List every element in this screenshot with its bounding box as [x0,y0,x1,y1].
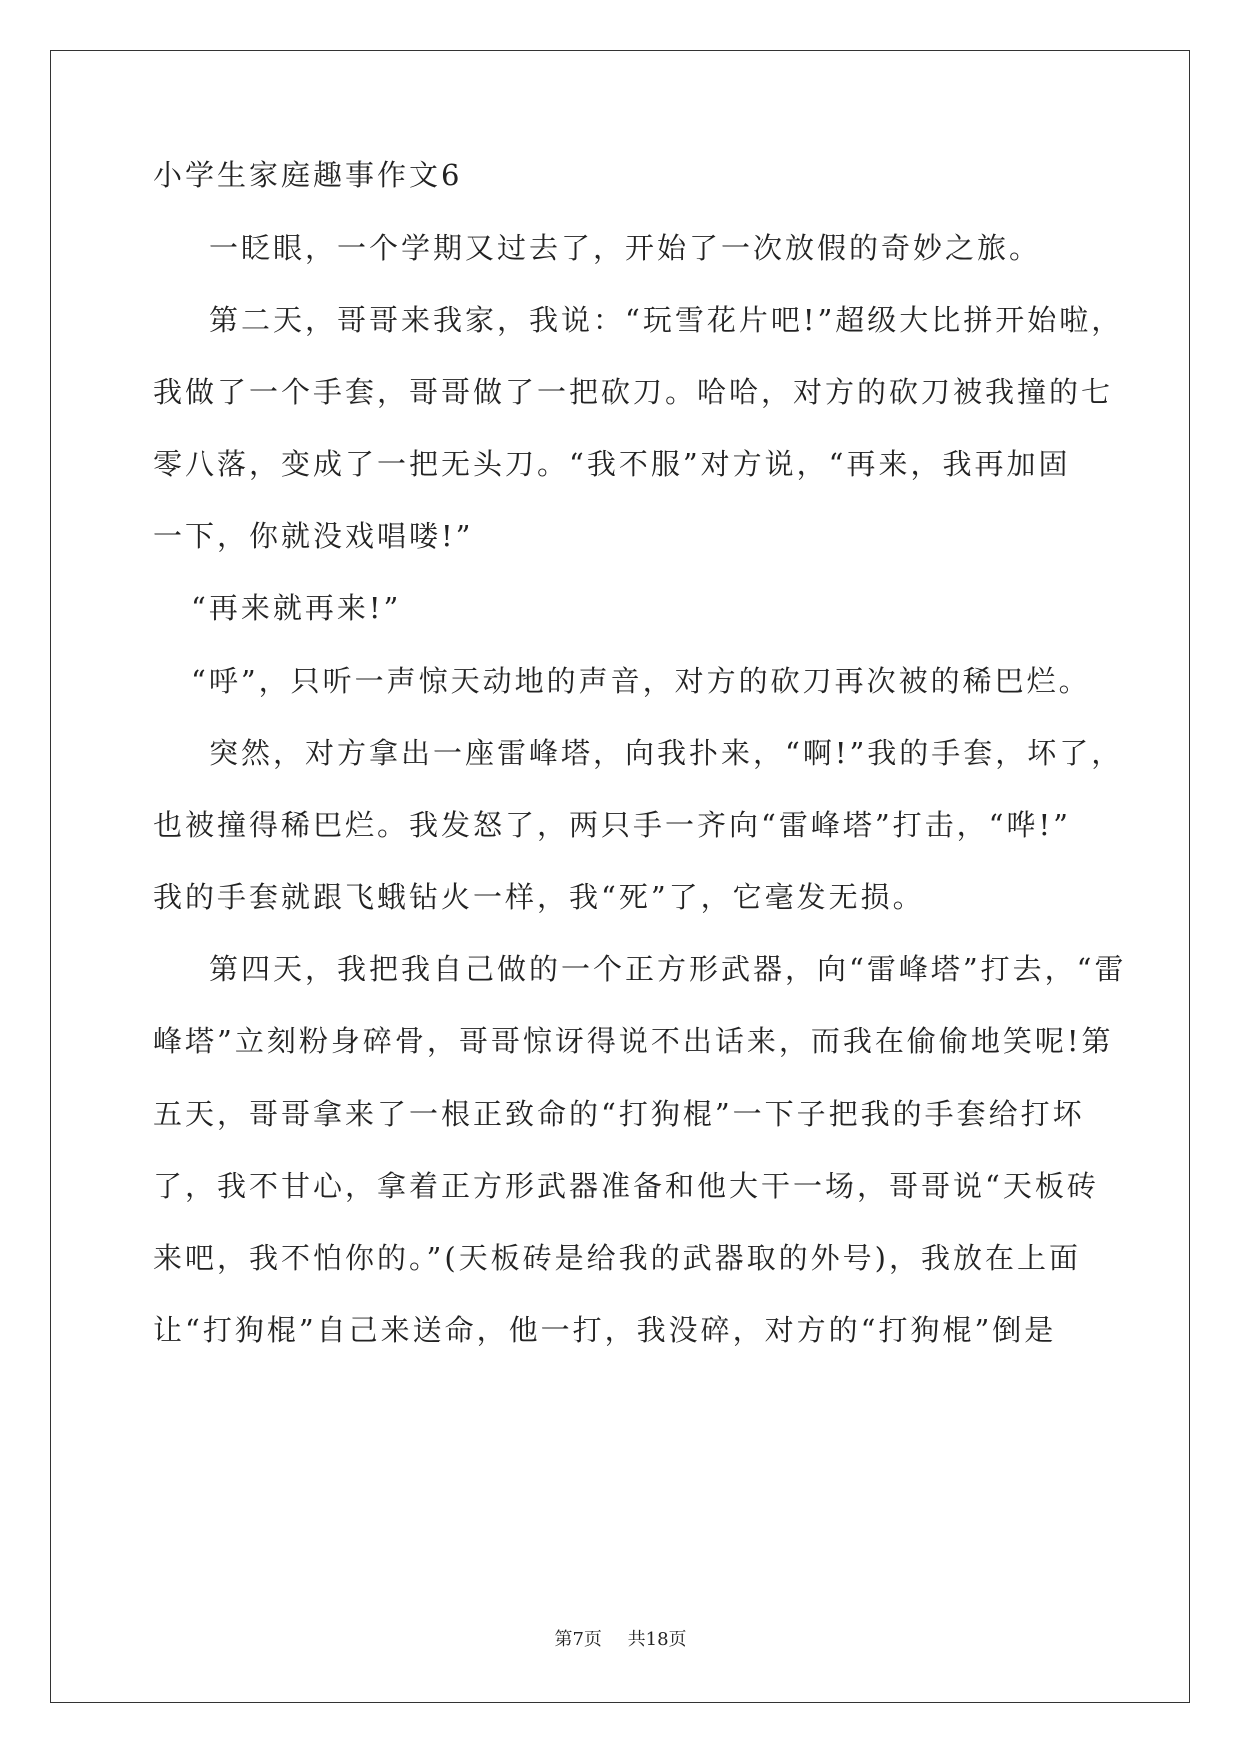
document-title: 小学生家庭趣事作文6 [153,158,463,192]
paragraph-line: 也被撞得稀巴烂。我发怒了，两只手一齐向“雷峰塔”打击，“哗!” [153,808,1071,842]
paragraph-line: 第二天，哥哥来我家，我说：“玩雪花片吧!”超级大比拼开始啦， [209,303,1124,337]
paragraph-line: “呼”，只听一声惊天动地的声音，对方的砍刀再次被的稀巴烂。 [191,664,1091,698]
page-number: 第7页 [554,1629,602,1650]
paragraph-line: 让“打狗棍”自己来送命，他一打，我没碎，对方的“打狗棍”倒是 [153,1313,1057,1347]
paragraph-line: 了，我不甘心，拿着正方形武器准备和他大干一场，哥哥说“天板砖 [153,1169,1099,1203]
page-border [50,50,1190,1703]
paragraph-line: 一下，你就没戏唱喽!” [153,519,474,553]
paragraph-line: 突然，对方拿出一座雷峰塔，向我扑来，“啊!”我的手套，坏了， [209,736,1124,770]
paragraph-line: 一眨眼，一个学期又过去了，开始了一次放假的奇妙之旅。 [209,231,1042,265]
paragraph-line: 我的手套就跟飞蛾钻火一样，我“死”了，它毫发无损。 [153,880,925,914]
paragraph-line: 零八落，变成了一把无头刀。“我不服”对方说，“再来，我再加固 [153,447,1071,481]
paragraph-line: “再来就再来!” [191,591,402,625]
paragraph-line: 五天，哥哥拿来了一根正致命的“打狗棍”一下子把我的手套给打坏 [153,1097,1085,1131]
page-total: 共18页 [627,1629,687,1650]
paragraph-line: 峰塔”立刻粉身碎骨，哥哥惊讶得说不出话来，而我在偷偷地笑呢!第 [153,1024,1114,1058]
paragraph-line: 第四天，我把我自己做的一个正方形武器，向“雷峰塔”打去，“雷 [209,952,1127,986]
paragraph-line: 我做了一个手套，哥哥做了一把砍刀。哈哈，对方的砍刀被我撞的七 [153,375,1114,409]
page-footer [0,1625,1241,1651]
paragraph-line: 来吧，我不怕你的。”(天板砖是给我的武器取的外号)，我放在上面 [153,1241,1081,1275]
